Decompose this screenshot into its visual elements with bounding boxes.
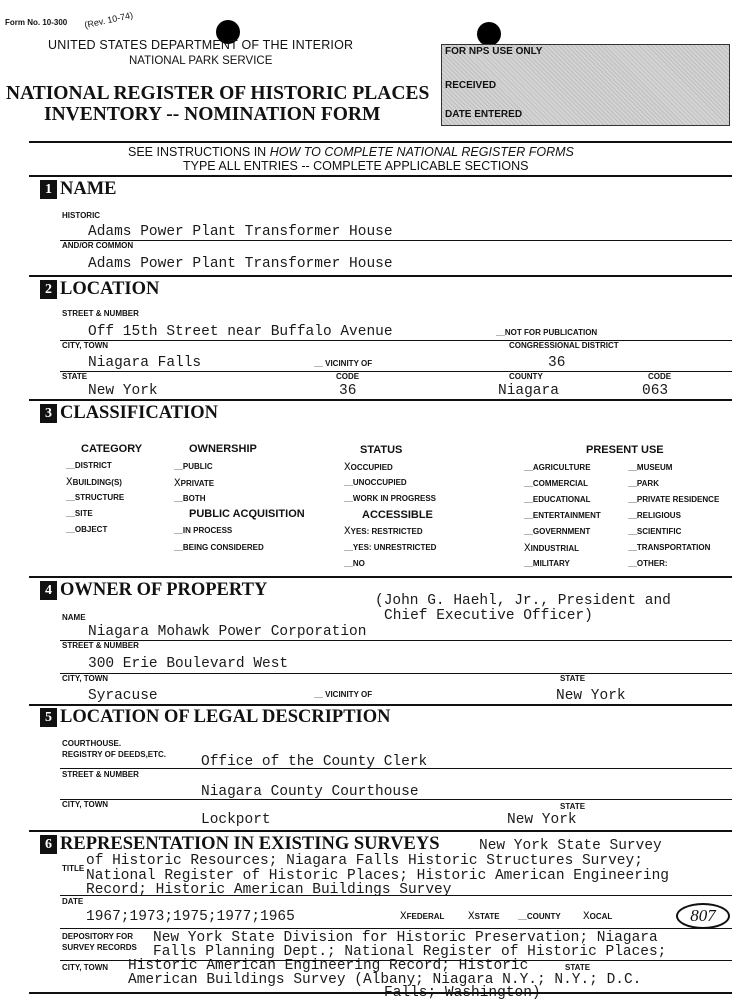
- punch-hole-right: [477, 22, 501, 46]
- common-label: AND/OR COMMON: [62, 241, 134, 250]
- survey-county: __COUNTY: [518, 912, 561, 921]
- section-1-heading: 1 NAME: [40, 179, 117, 200]
- status-heading: STATUS: [360, 444, 403, 456]
- nps-use-label: FOR NPS USE ONLY: [445, 46, 543, 57]
- state-code: 36: [339, 383, 357, 399]
- form-title-line2: INVENTORY -- NOMINATION FORM: [44, 104, 381, 125]
- survey-line1: New York State Survey: [479, 838, 662, 854]
- registry-label: REGISTRY OF DEEDS,ETC.: [62, 750, 167, 759]
- vicinity-label: __ VICINITY OF: [314, 359, 373, 368]
- form-number: Form No. 10-300: [5, 18, 68, 27]
- depository-city-label: CITY, TOWN: [62, 963, 109, 972]
- historic-label: HISTORIC: [62, 211, 101, 220]
- received-label: RECEIVED: [445, 80, 497, 91]
- registry: Office of the County Clerk: [201, 754, 428, 770]
- acquisition-in-process: __IN PROCESS: [174, 526, 233, 535]
- historic-name: Adams Power Plant Transformer House: [88, 224, 393, 240]
- legal-state: New York: [507, 812, 577, 828]
- category-district: __DISTRICT: [66, 461, 112, 470]
- category-structure: __STRUCTURE: [66, 493, 125, 502]
- use-agriculture: __AGRICULTURE: [524, 463, 591, 472]
- depository-city-line1: Historic American Engineering Record; Historic: [128, 958, 529, 974]
- use-industrial: XINDUSTRIAL: [524, 543, 580, 555]
- owner-street: 300 Erie Boulevard West: [88, 656, 289, 672]
- acquisition-being-considered: __BEING CONSIDERED: [174, 543, 264, 552]
- owner-street-label: STREET & NUMBER: [62, 641, 139, 650]
- location-state-label: STATE: [62, 372, 88, 381]
- category-object: __OBJECT: [66, 525, 108, 534]
- handwritten-number: 807: [676, 903, 730, 929]
- ownership-public: __PUBLIC: [174, 462, 213, 471]
- survey-line2: of Historic Resources; Niagara Falls Historic Structures Survey;: [86, 853, 643, 869]
- county-code-label: CODE: [648, 372, 672, 381]
- legal-state-label: STATE: [560, 802, 586, 811]
- location-street: Off 15th Street near Buffalo Avenue: [88, 324, 393, 340]
- category-heading: CATEGORY: [81, 443, 143, 455]
- depository-line1: New York State Division for Historic Preservation; Niagara: [153, 930, 658, 946]
- depository-state-label: STATE: [565, 963, 591, 972]
- owner-state-label: STATE: [560, 674, 586, 683]
- use-private-residence: __PRIVATE RESIDENCE: [628, 495, 720, 504]
- survey-line3: National Register of Historic Places; Historic American Engineering: [86, 868, 669, 884]
- section-2-heading: 2 LOCATION: [40, 279, 159, 300]
- category-building: XBUILDING(S): [66, 477, 122, 489]
- ownership-private: XPRIVATE: [174, 478, 215, 490]
- survey-title-label: TITLE: [62, 864, 85, 873]
- legal-street: Niagara County Courthouse: [201, 784, 419, 800]
- form-title-line1: NATIONAL REGISTER OF HISTORIC PLACES: [6, 83, 430, 104]
- use-government: __GOVERNMENT: [524, 527, 591, 536]
- use-commercial: __COMMERCIAL: [524, 479, 589, 488]
- accessible-heading: ACCESSIBLE: [362, 509, 433, 521]
- department-title: UNITED STATES DEPARTMENT OF THE INTERIOR: [48, 38, 354, 52]
- owner-city: Syracuse: [88, 688, 158, 704]
- survey-federal: XFEDERAL: [400, 911, 445, 923]
- instructions-line2: TYPE ALL ENTRIES -- COMPLETE APPLICABLE SECTIONS: [183, 159, 529, 173]
- depository-line2: Falls Planning Dept.; National Register of Historic Places;: [153, 944, 667, 960]
- section-6-heading: 6 REPRESENTATION IN EXISTING SURVEYS: [40, 834, 440, 855]
- use-educational: __EDUCATIONAL: [524, 495, 591, 504]
- nps-use-box: [441, 44, 730, 126]
- section-5-heading: 5 LOCATION OF LEGAL DESCRIPTION: [40, 707, 391, 728]
- public-acquisition-heading: PUBLIC ACQUISITION: [189, 508, 305, 520]
- survey-date-label: DATE: [62, 897, 84, 906]
- county-code: 063: [642, 383, 669, 399]
- legal-street-label: STREET & NUMBER: [62, 770, 139, 779]
- location-state: New York: [88, 383, 158, 399]
- depository-city-line3: Falls; Washington): [384, 985, 541, 1001]
- present-use-heading: PRESENT USE: [586, 444, 664, 456]
- date-entered-label: DATE ENTERED: [445, 109, 523, 120]
- owner-note-line1: (John G. Haehl, Jr., President and: [375, 593, 671, 609]
- use-religious: __RELIGIOUS: [628, 511, 681, 520]
- use-museum: __MUSEUM: [628, 463, 673, 472]
- survey-line4: Record; Historic American Buildings Survey: [86, 882, 452, 898]
- use-transportation: __TRANSPORTATION: [628, 543, 711, 552]
- congressional-district-label: CONGRESSIONAL DISTRICT: [509, 341, 619, 350]
- accessible-unrestricted: __YES: UNRESTRICTED: [344, 543, 437, 552]
- common-name: Adams Power Plant Transformer House: [88, 256, 393, 272]
- status-unoccupied: __UNOCCUPIED: [344, 478, 407, 487]
- owner-vicinity-label: __ VICINITY OF: [314, 690, 373, 699]
- section-4-heading: 4 OWNER OF PROPERTY: [40, 580, 267, 601]
- location-city: Niagara Falls: [88, 355, 202, 371]
- use-military: __MILITARY: [524, 559, 570, 568]
- status-occupied: XOCCUPIED: [344, 462, 393, 474]
- county-label: COUNTY: [509, 372, 543, 381]
- owner-city-label: CITY, TOWN: [62, 674, 109, 683]
- owner-state: New York: [556, 688, 626, 704]
- service-title: NATIONAL PARK SERVICE: [129, 55, 273, 67]
- ownership-heading: OWNERSHIP: [189, 443, 257, 455]
- not-for-publication-label: __NOT FOR PUBLICATION: [496, 328, 598, 337]
- owner-name: Niagara Mohawk Power Corporation: [88, 624, 367, 640]
- county: Niagara: [498, 383, 559, 399]
- congressional-district: 36: [548, 355, 566, 371]
- category-site: __SITE: [66, 509, 93, 518]
- ownership-both: __BOTH: [174, 494, 206, 503]
- depository-city-line2: American Buildings Survey (Albany; Niagara N.Y.; N.Y.; D.C.: [128, 972, 642, 988]
- section-3-heading: 3 CLASSIFICATION: [40, 403, 218, 424]
- owner-note-line2: Chief Executive Officer): [384, 608, 593, 624]
- location-city-label: CITY, TOWN: [62, 341, 109, 350]
- accessible-no: __NO: [344, 559, 365, 568]
- use-other: __OTHER:: [628, 559, 668, 568]
- depository-label-line2: SURVEY RECORDS: [62, 943, 137, 952]
- owner-name-label: NAME: [62, 613, 86, 622]
- state-code-label: CODE: [336, 372, 360, 381]
- depository-label-line1: DEPOSITORY FOR: [62, 932, 133, 941]
- use-scientific: __SCIENTIFIC: [628, 527, 682, 536]
- survey-state: XSTATE: [468, 911, 500, 923]
- status-work-in-progress: __WORK IN PROGRESS: [344, 494, 437, 503]
- use-entertainment: __ENTERTAINMENT: [524, 511, 601, 520]
- location-street-label: STREET & NUMBER: [62, 309, 139, 318]
- survey-local: XOCAL: [583, 911, 613, 923]
- courthouse-label: COURTHOUSE.: [62, 739, 122, 748]
- survey-dates: 1967;1973;1975;1977;1965: [86, 909, 295, 925]
- use-park: __PARK: [628, 479, 659, 488]
- revision-note: (Rev. 10-74): [83, 9, 134, 31]
- accessible-restricted: XYES: RESTRICTED: [344, 526, 423, 538]
- legal-city-label: CITY, TOWN: [62, 800, 109, 809]
- instructions-line1: SEE INSTRUCTIONS IN HOW TO COMPLETE NATIONAL REGISTER FORMS: [128, 145, 574, 159]
- legal-city: Lockport: [201, 812, 271, 828]
